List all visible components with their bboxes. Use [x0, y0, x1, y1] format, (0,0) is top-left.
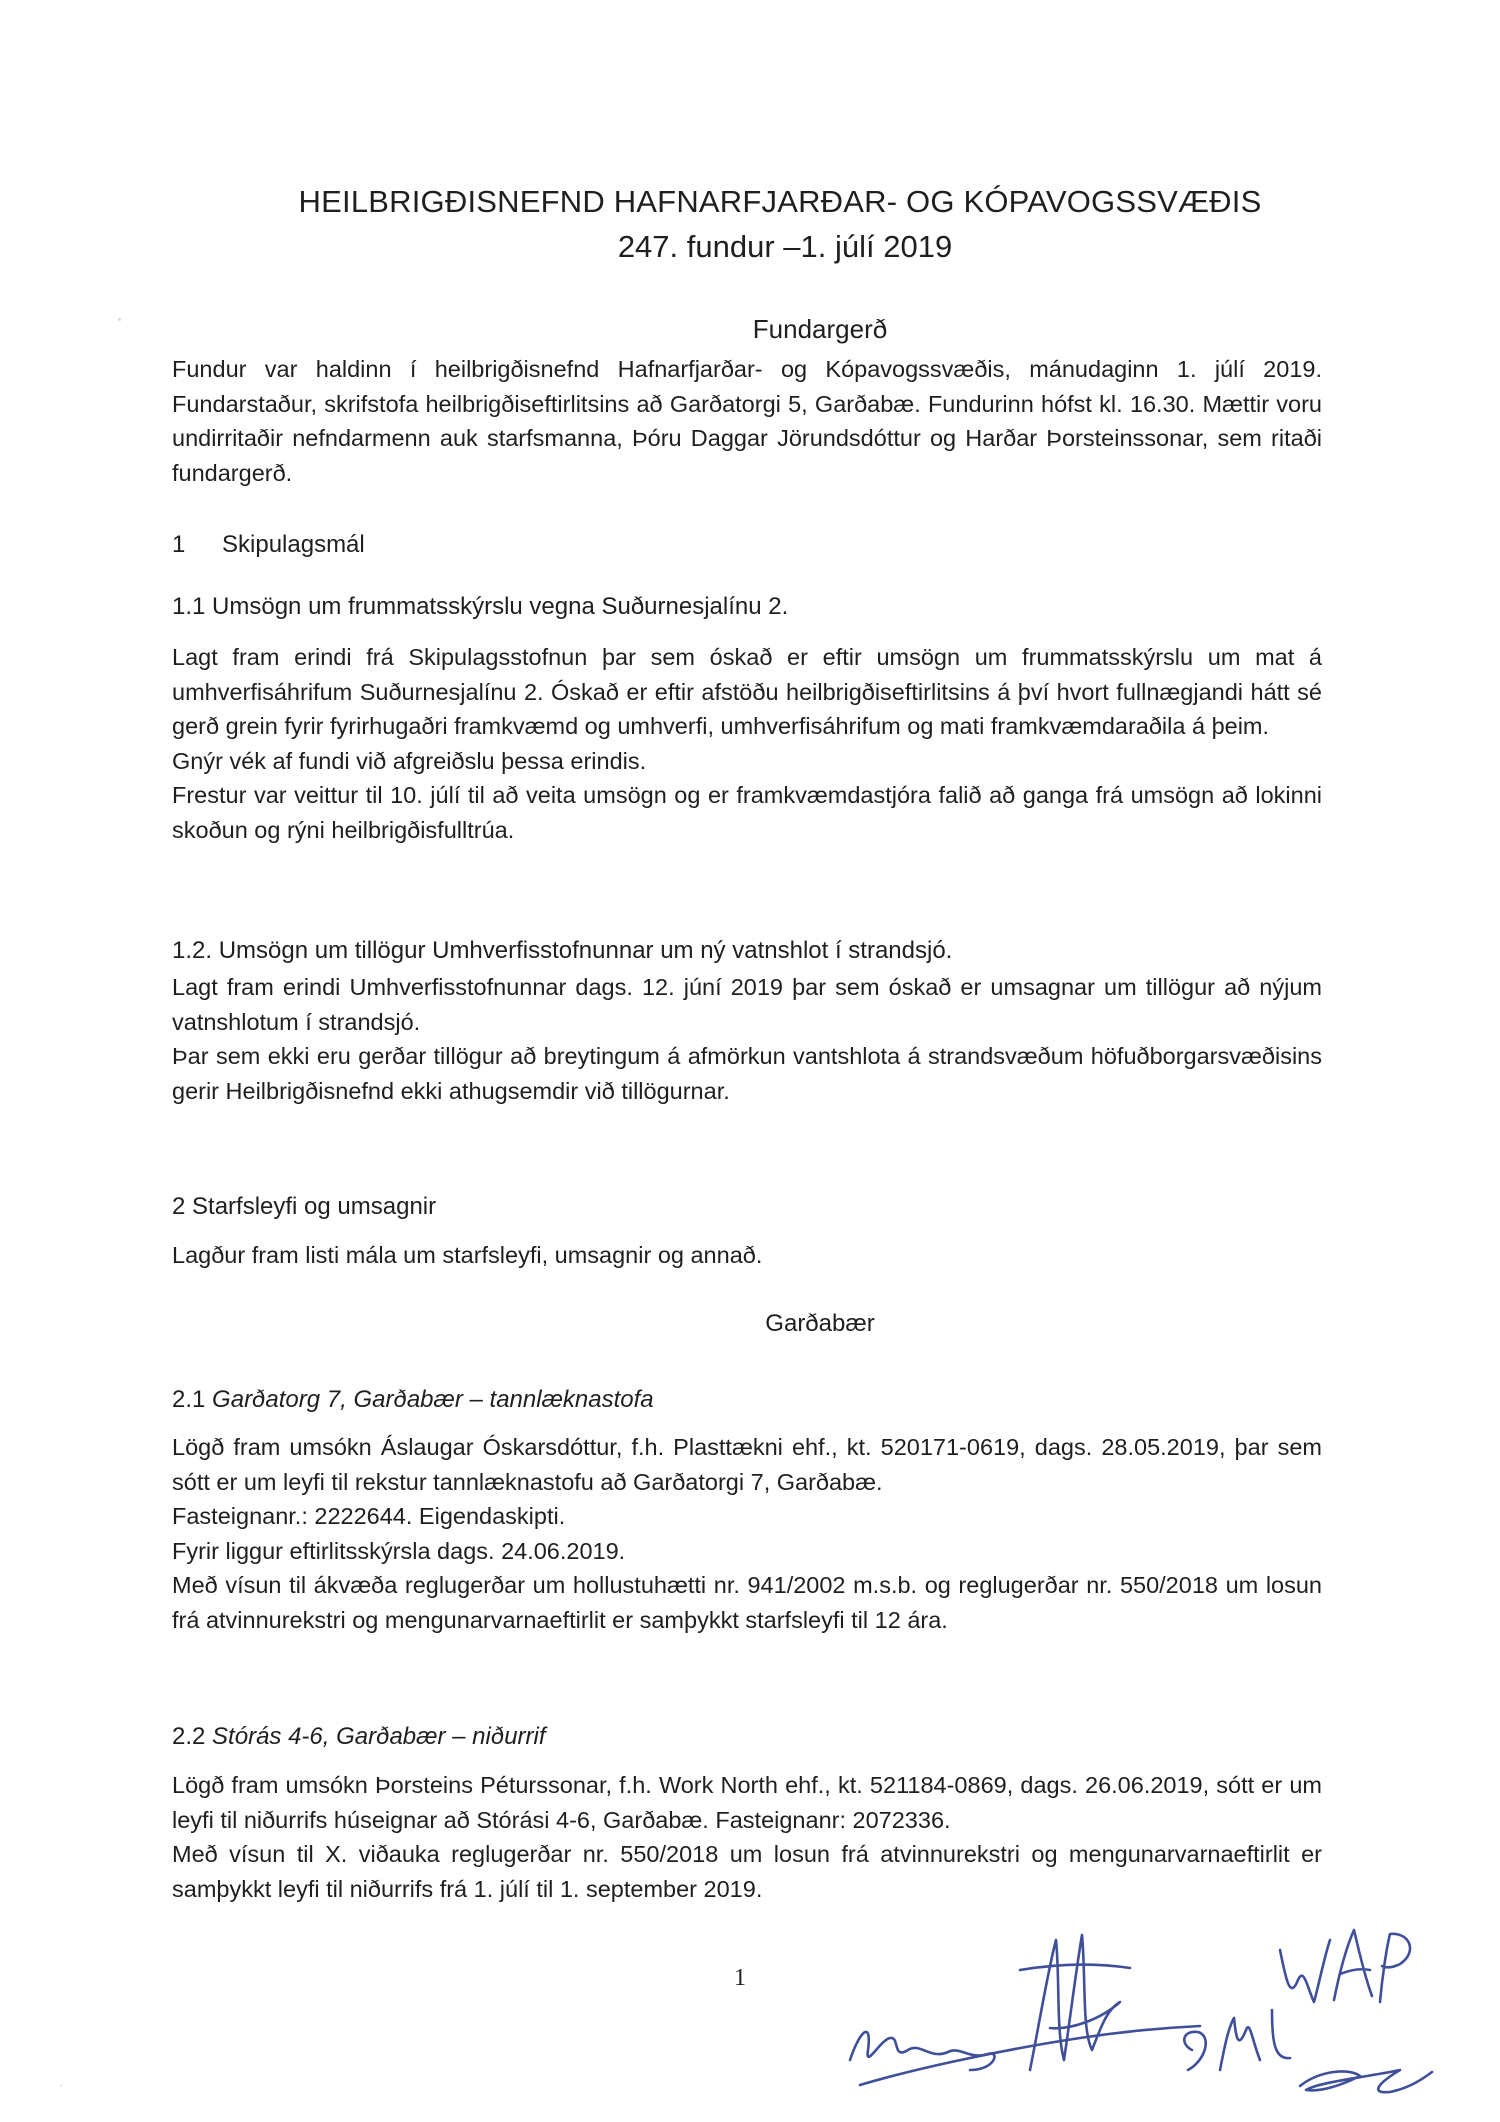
scan-speck — [118, 318, 121, 321]
minutes-heading: Fundargerð — [752, 314, 888, 344]
section-1-number: 1 — [172, 531, 186, 558]
handwritten-signatures — [820, 1910, 1440, 2110]
item-1-1-para1: Lagt fram erindi frá Skipulagsstofnun þar sem óskað er eftir umsögn um frummatsskýrslu um mat á umhverfisáhrifum Suðurnesjalínu 2. Óskað er eftir afstöðu heilbrigðiseftirlitsins á því hvort fullnægjandi hátt sé gerð grein fyrir fyrirhugaðri framkvæmd og umhverfi, umhverfisáhrifum og mati framkvæmdaraðila á þeim. — [172, 644, 1322, 739]
section-2-heading: 2 Starfsleyfi og umsagnir — [172, 1193, 437, 1220]
item-1-2-para2: Þar sem ekki eru gerðar tillögur að breytingum á afmörkun vantshlota á strandsvæðum höfuðborgarsvæðisins gerir Heilbrigðisnefnd ekki athugsemdir við tillögurnar. — [172, 1043, 1322, 1104]
signature-1 — [850, 2032, 994, 2070]
intro-paragraph — [172, 352, 1322, 490]
signature-3-l — [1272, 2010, 1290, 2058]
signature-4-a — [1334, 1930, 1372, 2000]
item-1-2-body — [172, 970, 1322, 1108]
item-1-1-para3: Frestur var veittur til 10. júlí til að veita umsögn og er framkvæmdastjóra falið að ganga frá umsögn að lokinni skoðun og rýni heilbrigðisfulltrúa. — [172, 782, 1322, 843]
item-1-1-para2: Gnýr vék af fundi við afgreiðslu þessa erindis. — [172, 747, 647, 774]
item-2-2-para2: Með vísun til X. viðauka reglugerðar nr. 550/2018 um losun frá atvinnurekstri og mengunarvarnaeftirlit er samþykkt leyfi til niðurrifs frá 1. júlí til 1. september 2019. — [172, 1841, 1322, 1902]
section-1-heading — [172, 528, 1322, 563]
section-2-intro: Lagður fram listi mála um starfsleyfi, umsagnir og annað. — [172, 1242, 763, 1268]
item-2-2-title: Stórás 4-6, Garðabær – niðurrif — [212, 1723, 546, 1750]
item-2-1-para1: Lögð fram umsókn Áslaugar Óskarsdóttur, f.h. Plasttækni ehf., kt. 520171-0619, dags. 28.05.2019, þar sem sótt er um leyfi til rekstur tannlæknastofu að Garðatorgi 7, Garðabæ. — [172, 1434, 1322, 1495]
signature-underline — [860, 2026, 1200, 2085]
item-2-1-para4: Með vísun til ákvæða reglugerðar um hollustuhætti nr. 941/2002 m.s.b. og reglugerðar nr. 550/2018 um losun frá atvinnurekstri og mengunarvarnaeftirlit er samþykkt starfsleyfi til 12 ára. — [172, 1572, 1322, 1633]
document-header — [0, 180, 1500, 270]
town-heading: Garðabær — [765, 1310, 875, 1337]
signature-5 — [1300, 2070, 1432, 2092]
item-2-1-number: 2.1 — [172, 1386, 206, 1413]
signature-3-s — [1184, 2032, 1205, 2070]
item-1-2-para1: Lagt fram erindi Umhverfisstofnunnar dags. 12. júní 2019 þar sem óskað er umsagnar um tillögur að nýjum vatnshlotum í strandsjó. — [172, 974, 1322, 1035]
item-2-2-number: 2.2 — [172, 1723, 206, 1750]
signature-2-cross — [1020, 1965, 1130, 1970]
signature-4-w — [1280, 1940, 1330, 2002]
item-1-1-body — [172, 640, 1322, 847]
item-2-1-heading — [172, 1383, 1322, 1418]
committee-title: HEILBRIGÐISNEFND HAFNARFJARÐAR- OG KÓPAVOGSSVÆÐIS — [298, 184, 1262, 219]
item-2-2-para1: Lögð fram umsókn Þorsteins Péturssonar, f.h. Work North ehf., kt. 521184-0869, dags. 26.06.2019, sótt er um leyfi til niðurrifs húseignar að Stórási 4-6, Garðabæ. Fasteignanr: 2072336. — [172, 1772, 1322, 1833]
item-1-2-heading: 1.2. Umsögn um tillögur Umhverfisstofnunnar um ný vatnshlot í strandsjó. — [172, 937, 953, 964]
item-2-1-para2: Fasteignanr.: 2222644. Eigendaskipti. — [172, 1503, 566, 1529]
item-2-1-para3: Fyrir liggur eftirlitsskýrsla dags. 24.06.2019. — [172, 1537, 626, 1564]
intro-text: Fundur var haldinn í heilbrigðisnefnd Hafnarfjarðar- og Kópavogssvæðis, mánudaginn 1. júlí 2019. Fundarstaður, skrifstofa heilbrigðiseftirlitsins að Garðatorgi 5, Garðabæ. Fundurinn hófst kl. 16.30. Mættir voru undirritaðir nefndarmenn auk starfsmanna, Þóru Daggar Jörundsdóttur og Harðar Þorsteinssonar, sem ritaði fundargerð. — [172, 356, 1322, 486]
item-1-1-heading: 1.1 Umsögn um frummatsskýrslu vegna Suðurnesjalínu 2. — [172, 593, 789, 620]
section-1-title: Skipulagsmál — [222, 531, 365, 558]
item-2-2-heading — [172, 1720, 1322, 1755]
signature-4-p — [1380, 1934, 1410, 2002]
scan-speck — [60, 2085, 62, 2087]
signature-2 — [1030, 1935, 1120, 2070]
meeting-title: 247. fundur –1. júlí 2019 — [617, 229, 953, 264]
page-number: 1 — [734, 1965, 746, 1991]
item-2-1-body — [172, 1430, 1322, 1637]
item-2-1-title: Garðatorg 7, Garðabær – tannlæknastofa — [212, 1386, 654, 1413]
signature-3-m — [1220, 2018, 1260, 2070]
item-2-2-body — [172, 1768, 1322, 1906]
